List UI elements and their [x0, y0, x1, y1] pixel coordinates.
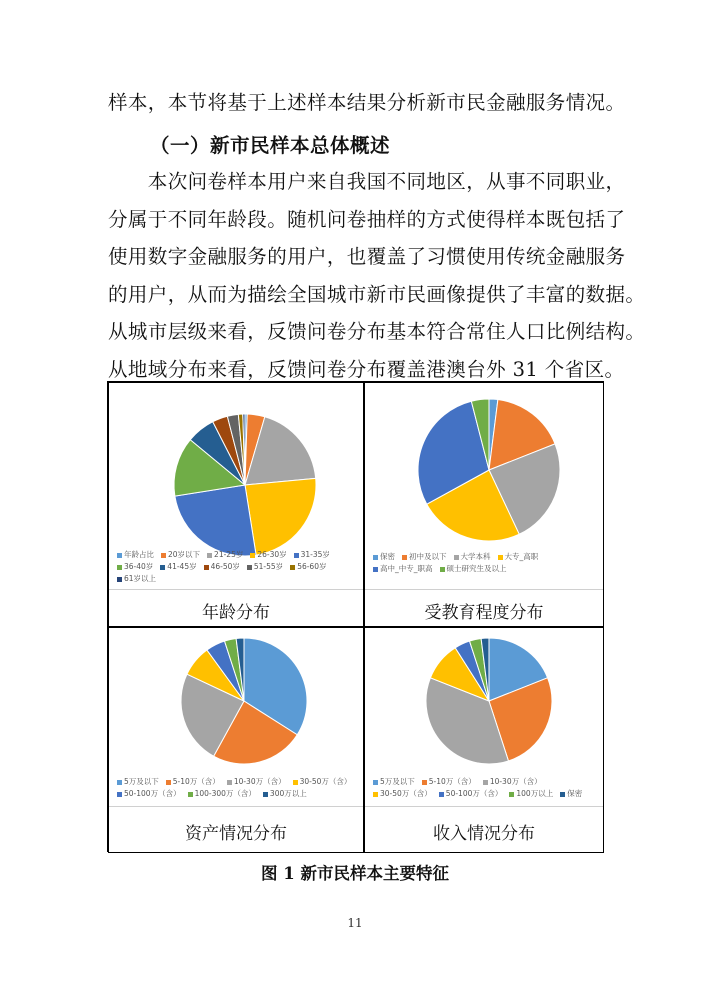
- legend-item: [439, 788, 503, 800]
- legend-label: 5万及以下: [380, 777, 415, 786]
- legend-swatch: [454, 555, 459, 560]
- chart-cell-education: [364, 382, 604, 627]
- legend-label: 5-10万（含）: [172, 777, 220, 786]
- legend-item: [402, 551, 447, 563]
- chart-title-assets: 资产情况分布: [185, 824, 287, 844]
- legend-swatch: [227, 780, 232, 785]
- text-line-1: 样本，本节将基于上述样本结果分析新市民金融服务情况。: [108, 91, 626, 114]
- legend-item: [117, 788, 181, 800]
- chart-cell-assets: [108, 627, 364, 853]
- legend-swatch: [440, 567, 445, 572]
- legend-label: 56-60岁: [297, 562, 327, 571]
- legend-label: 10-30万（含）: [489, 777, 542, 786]
- legend-item: [188, 788, 256, 800]
- paragraph-line: 本次问卷样本用户来自我国不同地区，从事不同职业，: [108, 170, 626, 193]
- chart-title-education: 受教育程度分布: [424, 603, 544, 623]
- legend-label: 36-40岁: [124, 562, 154, 571]
- legend-item: [294, 549, 330, 561]
- legend-swatch: [166, 780, 171, 785]
- legend-item: [293, 776, 352, 788]
- legend-item: [373, 776, 415, 788]
- legend-item: [250, 549, 286, 561]
- legend-education: [373, 551, 605, 575]
- legend-swatch: [509, 792, 514, 797]
- legend-item: [498, 551, 539, 563]
- pie-slice: [175, 485, 256, 556]
- legend-swatch: [117, 565, 122, 570]
- legend-label: 10-30万（含）: [233, 777, 286, 786]
- legend-label: 大专_高职: [504, 552, 539, 561]
- pie-chart-income: [365, 628, 603, 778]
- legend-swatch: [117, 577, 122, 582]
- legend-item: [483, 776, 542, 788]
- legend-label: 46-50岁: [210, 562, 240, 571]
- paragraph-line: 从城市层级来看，反馈问卷分布基本符合常住人口比例结构。: [108, 320, 646, 343]
- legend-item: [204, 561, 240, 573]
- legend-label: 高中_中专_职高: [380, 564, 433, 573]
- legend-swatch: [483, 780, 488, 785]
- legend-swatch: [160, 565, 165, 570]
- pie-chart-education: [365, 383, 603, 553]
- legend-label: 50-100万（含）: [445, 789, 503, 798]
- legend-swatch: [204, 565, 209, 570]
- legend-item: [290, 561, 326, 573]
- figure-grid: [107, 381, 604, 852]
- legend-item: [247, 561, 283, 573]
- legend-label: 初中及以下: [409, 552, 447, 561]
- legend-label: 保密: [380, 552, 395, 561]
- legend-swatch: [373, 780, 378, 785]
- legend-label: 31-35岁: [300, 550, 330, 559]
- figure-caption: 图 1 新市民样本主要特征: [261, 864, 449, 883]
- legend-label: 300万以上: [269, 789, 307, 798]
- legend-swatch: [263, 792, 268, 797]
- legend-swatch: [373, 792, 378, 797]
- legend-item: [166, 776, 220, 788]
- legend-item: [440, 563, 507, 575]
- legend-label: 5万及以下: [124, 777, 159, 786]
- legend-label: 41-45岁: [167, 562, 197, 571]
- legend-item: [160, 561, 196, 573]
- legend-item: [227, 776, 286, 788]
- paragraph-line: 从地域分布来看，反馈问卷分布覆盖港澳台外 31 个省区。: [108, 357, 625, 381]
- legend-swatch: [498, 555, 503, 560]
- legend-label: 26-30岁: [257, 550, 287, 559]
- legend-label: 大学本科: [460, 552, 491, 561]
- legend-label: 保密: [567, 789, 583, 798]
- legend-swatch: [294, 553, 299, 558]
- legend-label: 61岁以上: [124, 574, 157, 583]
- pie-chart-age: [109, 383, 363, 573]
- legend-swatch: [117, 780, 122, 785]
- legend-item: [373, 788, 432, 800]
- legend-label: 100万以上: [516, 789, 554, 798]
- legend-label: 5-10万（含）: [428, 777, 476, 786]
- legend-item: [117, 776, 159, 788]
- legend-item: [560, 788, 582, 800]
- page-number: 11: [347, 916, 363, 930]
- legend-label: 30-50万（含）: [380, 789, 432, 798]
- legend-label: 硕士研究生及以上: [446, 564, 507, 573]
- legend-swatch: [207, 553, 212, 558]
- legend-swatch: [290, 565, 295, 570]
- chart-cell-income: [364, 627, 604, 853]
- legend-item: [263, 788, 307, 800]
- legend-swatch: [161, 553, 166, 558]
- legend-swatch: [293, 780, 298, 785]
- paragraph-line: 分属于不同年龄段。随机问卷抽样的方式使得样本既包括了: [108, 207, 626, 231]
- legend-label: 100-300万（含）: [194, 789, 256, 798]
- legend-item: [207, 549, 243, 561]
- legend-swatch: [402, 555, 407, 560]
- legend-item: [509, 788, 553, 800]
- legend-label: 21-25岁: [214, 550, 244, 559]
- legend-swatch: [247, 565, 252, 570]
- legend-label: 51-55岁: [253, 562, 284, 571]
- chart-title-income: 收入情况分布: [433, 824, 535, 844]
- legend-swatch: [250, 553, 255, 558]
- legend-item: [454, 551, 491, 563]
- legend-swatch: [560, 792, 565, 797]
- legend-assets: [117, 776, 367, 800]
- legend-age: [117, 549, 367, 585]
- legend-item: [373, 563, 433, 575]
- legend-swatch: [188, 792, 193, 797]
- paragraph-line: 的用户，从而为描绘全国城市新市民画像提供了丰富的数据。: [108, 282, 646, 306]
- section-heading: （一）新市民样本总体概述: [150, 134, 391, 157]
- legend-label: 30-50万（含）: [299, 777, 352, 786]
- legend-item: [422, 776, 476, 788]
- legend-swatch: [373, 555, 378, 560]
- legend-swatch: [117, 553, 122, 558]
- legend-swatch: [373, 567, 378, 572]
- legend-swatch: [439, 792, 444, 797]
- legend-label: 年龄占比: [124, 550, 154, 559]
- legend-item: [117, 573, 156, 585]
- legend-label: 20岁以下: [168, 550, 201, 559]
- pie-slice: [245, 478, 316, 555]
- legend-item: [117, 549, 154, 561]
- pie-chart-assets: [109, 628, 363, 778]
- legend-swatch: [422, 780, 427, 785]
- chart-cell-age: [108, 382, 364, 627]
- chart-title-age: 年龄分布: [202, 603, 270, 623]
- legend-label: 50-100万（含）: [124, 789, 181, 798]
- legend-swatch: [117, 792, 122, 797]
- legend-item: [117, 561, 153, 573]
- paragraph-line: 使用数字金融服务的用户，也覆盖了习惯使用传统金融服务: [108, 245, 626, 268]
- legend-item: [161, 549, 200, 561]
- legend-income: [373, 776, 605, 800]
- legend-item: [373, 551, 395, 563]
